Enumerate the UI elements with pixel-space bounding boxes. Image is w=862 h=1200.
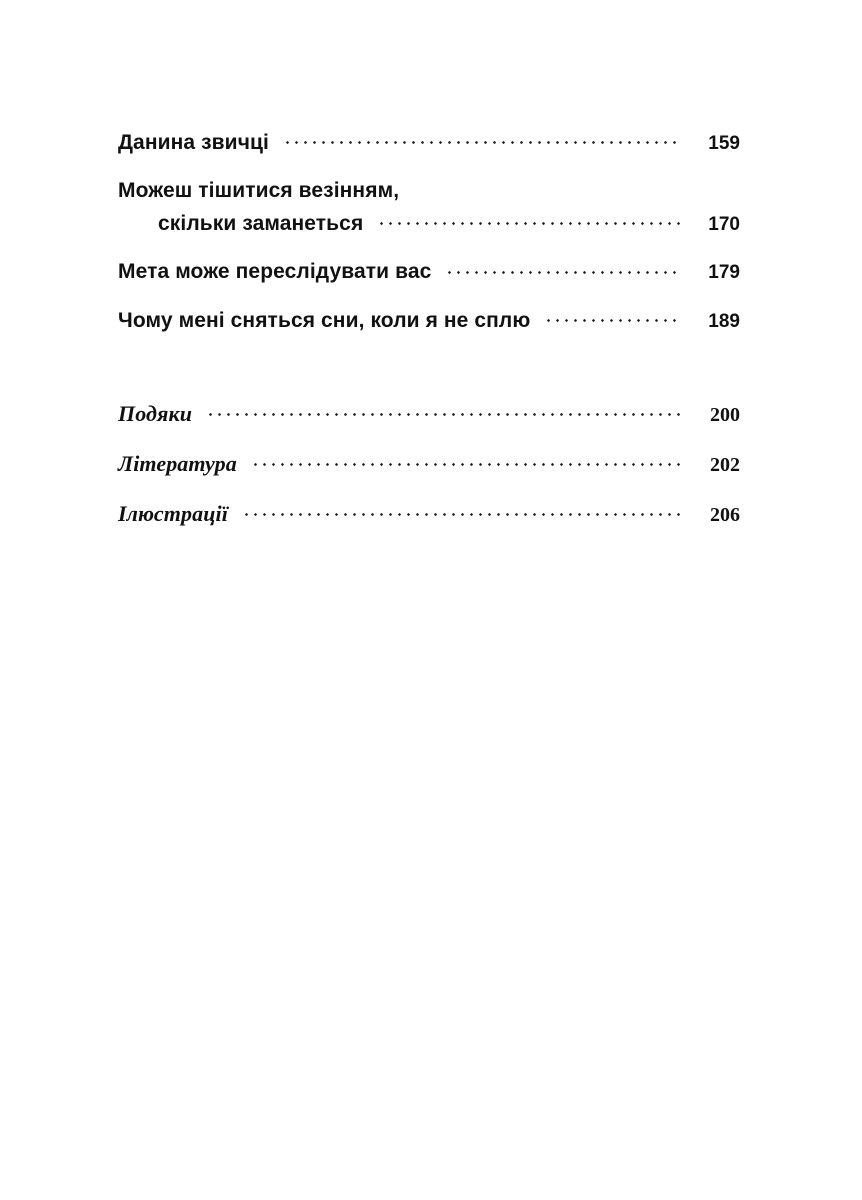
dot-leader <box>251 455 682 471</box>
dot-leader <box>283 133 682 149</box>
toc-entry-page: 202 <box>710 454 740 477</box>
table-of-contents <box>118 128 740 548</box>
toc-entry-title: Подяки <box>118 401 193 427</box>
toc-entry-page: 159 <box>708 133 740 154</box>
toc-entry[interactable] <box>118 128 740 158</box>
toc-entry[interactable] <box>118 257 740 287</box>
toc-entry[interactable] <box>118 398 740 430</box>
toc-entry-title: Література <box>118 451 237 477</box>
toc-entry-title: Мета може переслідувати вас <box>118 260 432 284</box>
toc-entry-title: Чому мені сняться сни, коли я не сплю <box>118 308 531 332</box>
dot-leader <box>242 505 682 521</box>
dot-leader <box>544 311 682 327</box>
toc-entry-title: Данина звичці <box>118 131 269 154</box>
toc-group-chapters <box>118 128 740 336</box>
toc-entry-page: 170 <box>708 213 740 235</box>
toc-entry-title: Ілюстрації <box>118 500 228 526</box>
toc-entry-page: 200 <box>710 404 740 427</box>
toc-entry[interactable] <box>118 448 740 480</box>
toc-entry-title-line1: Можеш тішитися везінням, <box>118 179 400 203</box>
toc-entry-title-line2: скільки заманеться <box>158 211 364 235</box>
toc-entry-page: 179 <box>708 262 740 284</box>
toc-entry-continuation[interactable] <box>118 209 740 239</box>
dot-leader <box>377 214 682 230</box>
dot-leader <box>206 405 682 421</box>
toc-group-separator <box>118 354 740 398</box>
toc-entry[interactable] <box>118 176 740 206</box>
toc-entry[interactable] <box>118 306 740 336</box>
toc-entry-page: 206 <box>710 503 740 526</box>
toc-entry[interactable] <box>118 498 740 530</box>
toc-entry-page: 189 <box>708 310 740 332</box>
toc-group-back-matter <box>118 398 740 530</box>
dot-leader <box>445 262 682 278</box>
